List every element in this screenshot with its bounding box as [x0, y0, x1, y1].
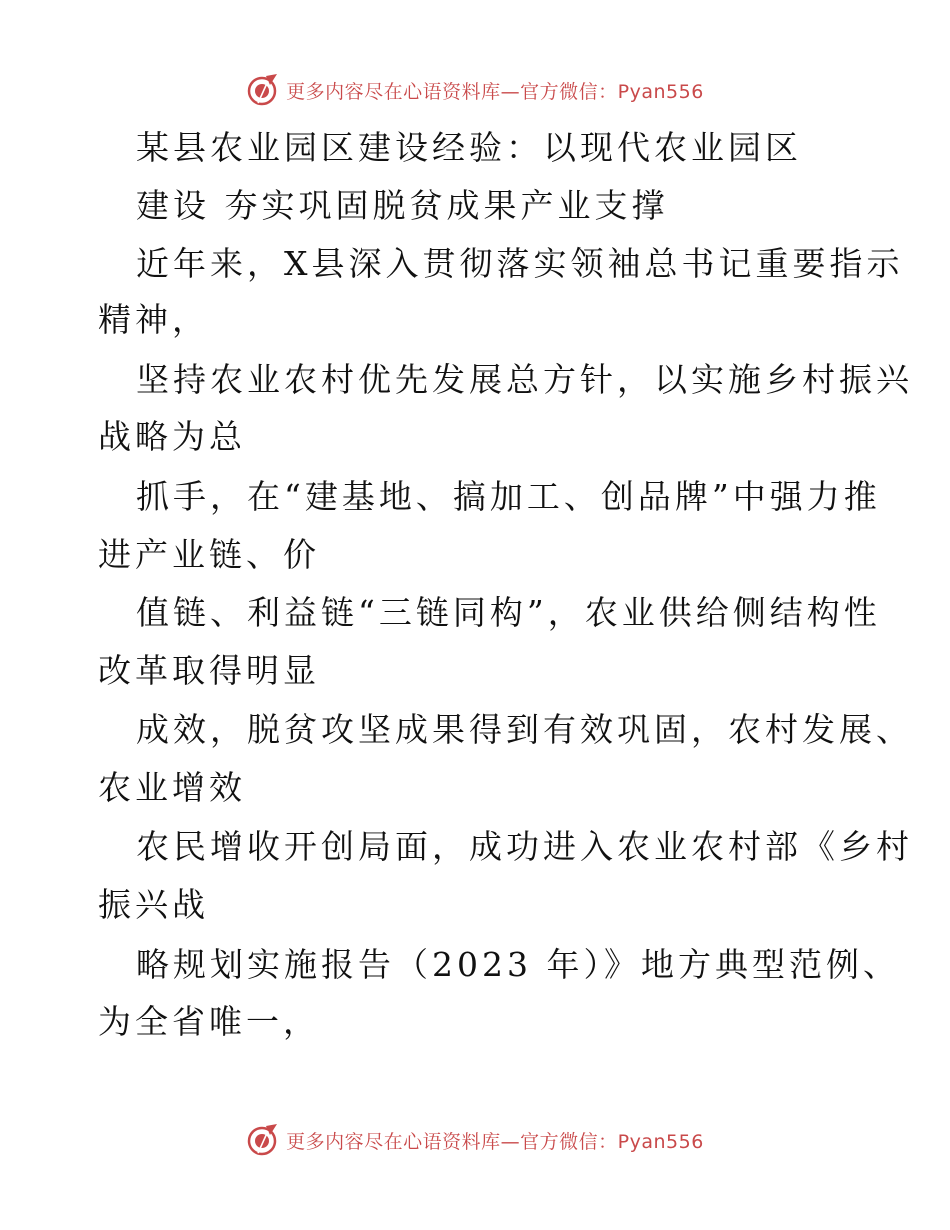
paragraph-line: 值链、利益链“三链同构”，农业供给侧结构性: [136, 593, 881, 632]
footer-banner-text: 更多内容尽在心语资料库—官方微信：Pyan556: [286, 1130, 704, 1153]
paragraph-line: 改革取得明显: [98, 651, 320, 690]
paragraph-line: 农民增收开创局面，成功进入农业农村部《乡村: [136, 827, 913, 866]
paragraph-line: 农业增效: [98, 768, 246, 807]
document-title-line-1: 某县农业园区建设经验：以现代农业园区: [136, 128, 802, 167]
document-title-line-2: 建设 夯实巩固脱贫成果产业支撑: [136, 186, 669, 225]
paragraph-line: 略规划实施报告（2023 年）》地方典型范例、: [136, 945, 900, 984]
paragraph-line: 精神，: [98, 300, 209, 339]
header-banner-text: 更多内容尽在心语资料库—官方微信：Pyan556: [286, 80, 704, 103]
footer-banner: [0, 1120, 950, 1160]
paragraph-line: 进产业链、价: [98, 535, 320, 574]
paragraph-line: 抓手，在“建基地、搞加工、创品牌”中强力推: [136, 477, 881, 516]
paragraph-line: 近年来，X县深入贯彻落实领袖总书记重要指示: [136, 244, 904, 283]
quill-seal-icon: [246, 1123, 280, 1157]
paragraph-line: 为全省唯一，: [98, 1002, 320, 1041]
paragraph-line: 成效，脱贫攻坚成果得到有效巩固，农村发展、: [136, 710, 913, 749]
paragraph-line: 坚持农业农村优先发展总方针，以实施乡村振兴: [136, 360, 913, 399]
paragraph-line: 战略为总: [98, 417, 246, 456]
paragraph-line: 振兴战: [98, 885, 209, 924]
